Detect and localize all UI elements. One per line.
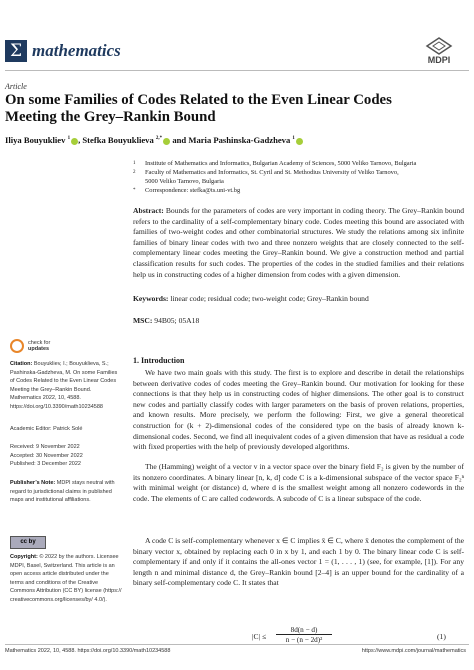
author-name[interactable]: Maria Pashinska-Gadzheva <box>188 135 291 145</box>
academic-editor <box>10 425 122 434</box>
publisher-note-text: MDPI stays neutral with regard to jurisdictional claims in published maps and institutional affiliations. <box>10 480 115 504</box>
published-date: Published: 3 December 2022 <box>10 461 81 468</box>
affiliation-number: * <box>133 188 136 193</box>
publisher-note <box>10 479 122 505</box>
orcid-icon[interactable] <box>296 138 303 145</box>
correspondence-email[interactable]: Correspondence: stefka@ts.uni-vt.bg <box>145 187 241 194</box>
author-mark: 2,* <box>155 136 163 142</box>
footer-journal-link[interactable]: https://www.mdpi.com/journal/mathematics <box>361 648 466 654</box>
affiliation-text: Institute of Mathematics and Informatics, Bulgarian Academy of Sciences, 5000 Veliko Tarnovo, Bulgaria <box>145 160 417 167</box>
author-list <box>5 135 465 145</box>
editor-name: Patrick Solé <box>51 426 83 432</box>
equation-numerator: 8d(n − d) <box>276 626 332 635</box>
article-type: Article <box>5 82 27 91</box>
check-updates-icon <box>10 339 24 353</box>
citation-text[interactable]: Bouyukliev, I.; Bouyuklieva, S.; Pashinska-Gadzheva, M. On some Families of Codes Related to the Even Linear Codes Meeting the Grey–Rankin Bound. Mathematics 2022, 10, 4588. https://doi.org/10.3390/math10234588 <box>10 361 118 410</box>
abstract-label: Abstract: <box>133 206 164 215</box>
affiliation <box>133 160 465 168</box>
journal-logo-icon: Σ <box>5 40 27 62</box>
msc-text: 94B05; 05A18 <box>152 316 200 325</box>
footer-citation[interactable]: Mathematics 2022, 10, 4588. https://doi.org/10.3390/math10234588 <box>5 648 171 654</box>
affiliation <box>133 169 465 177</box>
article-title <box>5 92 460 125</box>
copyright-block <box>10 553 122 605</box>
publisher-note-label: Publisher’s Note: <box>10 480 56 486</box>
affiliation-text: 5000 Veliko Tarnovo, Bulgaria <box>145 178 224 185</box>
author-mark: 1 <box>67 136 71 142</box>
affiliation-text: Faculty of Mathematics and Informatics, St. Cyril and St. Methodius University of Veliko Tarnovo, <box>145 169 399 176</box>
keywords-text: linear code; residual code; two-weight code; Grey–Rankin bound <box>168 294 369 303</box>
editor-label: Academic Editor: <box>10 426 52 432</box>
affiliation <box>145 178 465 186</box>
check-updates-line-1: check for <box>28 340 51 346</box>
affiliation-number: 1 <box>133 161 136 166</box>
intro-paragraph-2: The (Hamming) weight of a vector v in a vector space over the binary field F₂ is given by the number of its nonzero coordinates. A binary linear [n, k, d] code C is a k-dimensional subspace of the vector space F₂ⁿ with minimal weight (or distance) d, where d is the smallest weight among all nonzero codewords in the code. The elements of C are called codewords. A subcode of C is a linear subspace of the code. <box>133 462 464 503</box>
affiliation-number: 2 <box>133 170 136 175</box>
check-for-updates-button[interactable] <box>10 339 90 357</box>
intro-paragraph-3: A code C is self-complementary whenever x ∈ C implies x̄ ∈ C, where x̄ denotes the complement of the binary vector x, obtained by replacing each 0 in x by 1, and each 1 by 0. The binary linear code C is self-complementary if and only if it contains the all-ones vector 1 = (1, . . . , 1) (see, for example, [1]). For any length n and minimal distance d, the Grey–Rankin bound [2–4] is an upper bound for the cardinality of a binary self-complementary code C. It states that <box>133 536 465 588</box>
equation-denominator: n − (n − 2d)² <box>285 636 323 644</box>
keywords <box>133 294 464 305</box>
author-name[interactable]: Stefka Bouyuklieva <box>82 135 154 145</box>
section-title: 1. Introduction <box>133 356 185 365</box>
copyright-label: Copyright: <box>10 554 38 560</box>
cc-license-badge[interactable]: cc by <box>10 536 46 549</box>
author-mark: 1 <box>292 136 295 142</box>
title-line-2: Meeting the Grey–Rankin Bound <box>5 108 216 125</box>
keywords-label: Keywords: <box>133 294 169 303</box>
accepted-date: Accepted: 30 November 2022 <box>10 452 83 459</box>
author-name[interactable]: Iliya Bouyukliev <box>5 135 66 145</box>
publisher-name: MDPI <box>427 55 451 65</box>
journal-name: mathematics <box>32 41 121 60</box>
mdpi-logo <box>413 37 465 65</box>
check-updates-line-2: updates <box>28 346 50 353</box>
header-divider <box>5 70 469 71</box>
affiliation <box>133 187 465 195</box>
msc <box>133 316 464 327</box>
equation-lhs: |C| ≤ <box>252 632 267 641</box>
msc-label: MSC: <box>133 316 153 325</box>
author-separator: , <box>78 135 83 145</box>
citation-label: Citation: <box>10 361 33 367</box>
intro-paragraph-1: We have two main goals with this study. The first is to explore and describe in detail the relationships between derivative codes of codes meeting the Grey–Rankin bound. Our motivation for looking for these connections is that they help us in constructing codes of higher dimensions. The other goal is to construct new codes and partially classify codes with larger parameters on the basis of proven relations, properties, and known results. More precisely, we perform the following: First, we give a general theoretical construction for (k + 2)-dimensional codes of the considered type on the basis of already known k-dimensional codes. Second, we find all inequivalent codes of a given dimension that have as residual a code with fixed properties with the help of previously developed algorithms. <box>133 368 464 452</box>
dates-block <box>10 443 122 469</box>
abstract <box>133 206 464 280</box>
copyright-text: © 2022 by the authors. Licensee MDPI, Basel, Switzerland. This article is an open access article distributed under the terms and conditions of the Creative Commons Attribution (CC BY) license (https:// creativecommons.org/licenses/by/ 4.0/). <box>10 554 122 603</box>
check-updates-label <box>28 340 50 352</box>
received-date: Received: 9 November 2022 <box>10 444 80 450</box>
equation-number: (1) <box>437 632 446 641</box>
abstract-text: Bounds for the parameters of codes are very important in coding theory. The Grey–Rankin bound refers to the cardinality of a self-complementary binary code. Codes meeting this bound are associated with families of two-weight codes and other combinatorial structures. We study the relations among six infinite families of binary linear codes with two and three nonzero weights that are closely connected to the self-complementary linear codes meeting the Grey–Rankin bound. We give a construction method and partial classification results for such codes. The properties of the codes in the studied families and their relations help us in constructing codes of a higher dimension from codes with a given dimension. <box>133 206 464 279</box>
footer-divider <box>5 644 469 645</box>
mdpi-logo-icon <box>413 37 465 55</box>
title-line-1: On some Families of Codes Related to the Even Linear Codes <box>5 92 392 108</box>
author-separator: and <box>170 135 189 145</box>
citation-block <box>10 360 122 412</box>
